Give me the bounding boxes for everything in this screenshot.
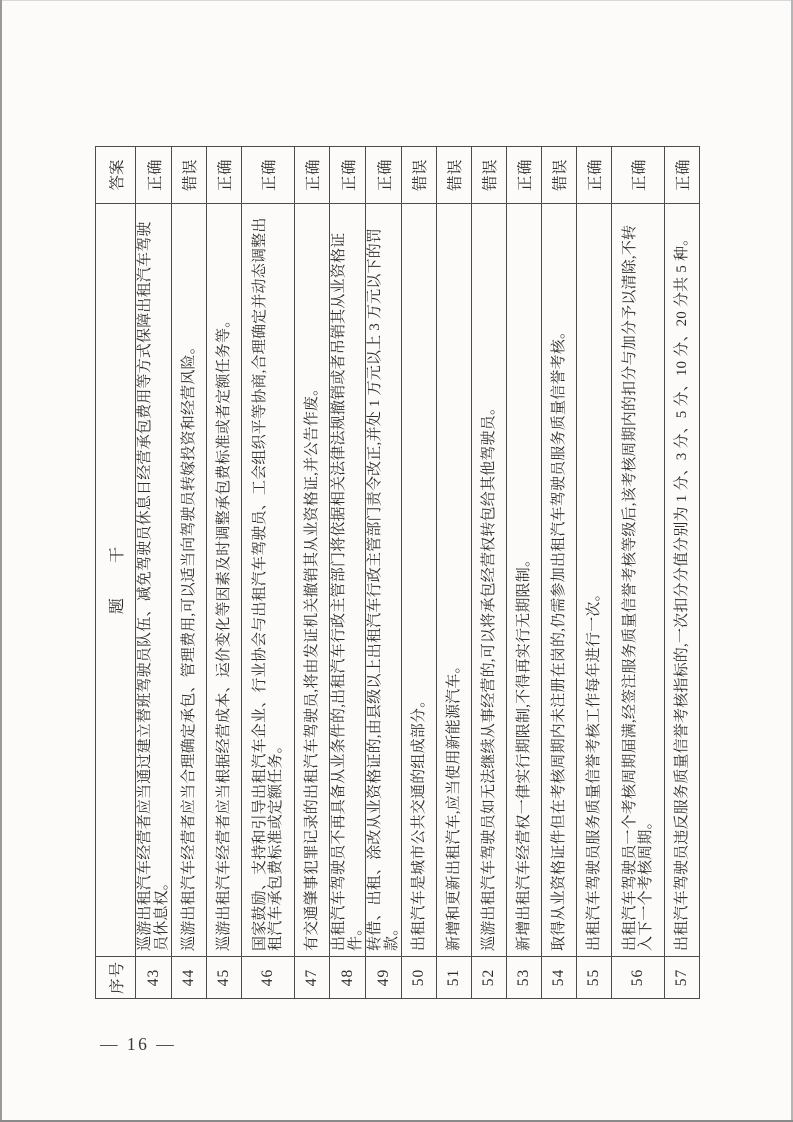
number-cell: 43 bbox=[136, 957, 172, 999]
answer-cell: 正确 bbox=[295, 147, 330, 204]
answer-cell: 正确 bbox=[366, 147, 402, 204]
number-cell: 46 bbox=[242, 957, 295, 999]
answer-cell: 正确 bbox=[242, 147, 295, 204]
answer-cell: 正确 bbox=[136, 147, 172, 204]
table-row bbox=[402, 147, 437, 999]
table-row bbox=[366, 147, 402, 999]
header-number-cell: 序号 bbox=[96, 957, 136, 999]
header-question-cell: 题干 bbox=[96, 204, 136, 957]
table-row bbox=[172, 147, 207, 999]
question-cell: 国家鼓励、支持和引导出租汽车企业、行业协会与出租汽车驾驶员、工会组织平等协商,合理确定并动态调整出租汽车承包费标准或定额任务。 bbox=[242, 204, 295, 957]
number-cell: 49 bbox=[366, 957, 402, 999]
question-cell: 新增和更新出租汽车,应当使用新能源汽车。 bbox=[437, 204, 472, 957]
question-cell: 出租汽车是城市公共交通的组成部分。 bbox=[402, 204, 437, 957]
question-cell: 巡游出租汽车经营者应当合理确定承包、管理费用,可以适当向驾驶员转嫁投资和经营风险。 bbox=[172, 204, 207, 957]
question-cell: 新增出租汽车经营权一律实行期限制,不得再实行无期限制。 bbox=[507, 204, 542, 957]
question-cell: 转借、出租、涂改从业资格证的,由县级以上出租汽车行政主管部门责令改正,并处 1 万元以上 3 万元以下的罚款。 bbox=[366, 204, 402, 957]
number-cell: 55 bbox=[577, 957, 612, 999]
table-row bbox=[665, 147, 700, 999]
rotated-table-wrapper bbox=[95, 147, 696, 999]
question-cell: 取得从业资格证件但在考核周期内未注册在岗的,仍需参加出租汽车驾驶员服务质量信誉考核。 bbox=[542, 204, 577, 957]
table-row bbox=[136, 147, 172, 999]
table-header-row bbox=[96, 147, 136, 999]
table-row bbox=[330, 147, 366, 999]
scan-edge-top bbox=[0, 0, 793, 1]
question-cell: 巡游出租汽车经营者应当通过建立替班驾驶员队伍、减免驾驶员休息日经营承包费用等方式保障出租汽车驾驶员休息权。 bbox=[136, 204, 172, 957]
number-cell: 50 bbox=[402, 957, 437, 999]
question-cell: 出租汽车驾驶员一个考核周期届满,经签注服务质量信誉考核等级后,该考核周期内的扣分与加分予以清除,不转入下一个考核周期。 bbox=[612, 204, 665, 957]
question-cell: 巡游出租汽车经营者应当根据经营成本、运价变化等因素及时调整承包费标准或者定额任务等。 bbox=[207, 204, 242, 957]
table-row bbox=[437, 147, 472, 999]
number-cell: 47 bbox=[295, 957, 330, 999]
question-cell: 出租汽车驾驶员服务质量信誉考核工作每年进行一次。 bbox=[577, 204, 612, 957]
question-cell: 巡游出租汽车驾驶员如无法继续从事经营的,可以将承包经营权转包给其他驾驶员。 bbox=[472, 204, 507, 957]
table-row bbox=[242, 147, 295, 999]
answer-cell: 正确 bbox=[665, 147, 700, 204]
table-row bbox=[472, 147, 507, 999]
number-cell: 53 bbox=[507, 957, 542, 999]
question-cell: 出租汽车驾驶员不再具备从业条件的,出租汽车行政主管部门将依据相关法律法规撤销或者吊销其从业资格证件。 bbox=[330, 204, 366, 957]
header-answer-cell: 答案 bbox=[96, 147, 136, 204]
answer-cell: 正确 bbox=[612, 147, 665, 204]
number-cell: 44 bbox=[172, 957, 207, 999]
question-cell: 有交通肇事犯罪记录的出租汽车驾驶员,将由发证机关撤销其从业资格证,并公告作废。 bbox=[295, 204, 330, 957]
answer-cell: 正确 bbox=[207, 147, 242, 204]
question-cell: 出租汽车驾驶员违反服务质量信誉考核指标的,一次扣分分值分别为 1 分、3 分、5 分、10 分、20 分共 5 种。 bbox=[665, 204, 700, 957]
scan-edge-left bbox=[0, 0, 2, 1122]
answer-cell: 正确 bbox=[577, 147, 612, 204]
table-row bbox=[612, 147, 665, 999]
table-row bbox=[507, 147, 542, 999]
number-cell: 45 bbox=[207, 957, 242, 999]
page-number: — 16 — bbox=[100, 1034, 177, 1054]
answer-cell: 错误 bbox=[437, 147, 472, 204]
number-cell: 54 bbox=[542, 957, 577, 999]
table-row bbox=[577, 147, 612, 999]
answer-cell: 正确 bbox=[507, 147, 542, 204]
answer-cell: 正确 bbox=[330, 147, 366, 204]
answer-cell: 错误 bbox=[542, 147, 577, 204]
table-row bbox=[295, 147, 330, 999]
answer-cell: 错误 bbox=[402, 147, 437, 204]
number-cell: 52 bbox=[472, 957, 507, 999]
table-row bbox=[542, 147, 577, 999]
answer-cell: 错误 bbox=[472, 147, 507, 204]
exam-answer-table bbox=[95, 146, 700, 999]
number-cell: 48 bbox=[330, 957, 366, 999]
number-cell: 51 bbox=[437, 957, 472, 999]
number-cell: 56 bbox=[612, 957, 665, 999]
number-cell: 57 bbox=[665, 957, 700, 999]
table-row bbox=[207, 147, 242, 999]
answer-cell: 错误 bbox=[172, 147, 207, 204]
